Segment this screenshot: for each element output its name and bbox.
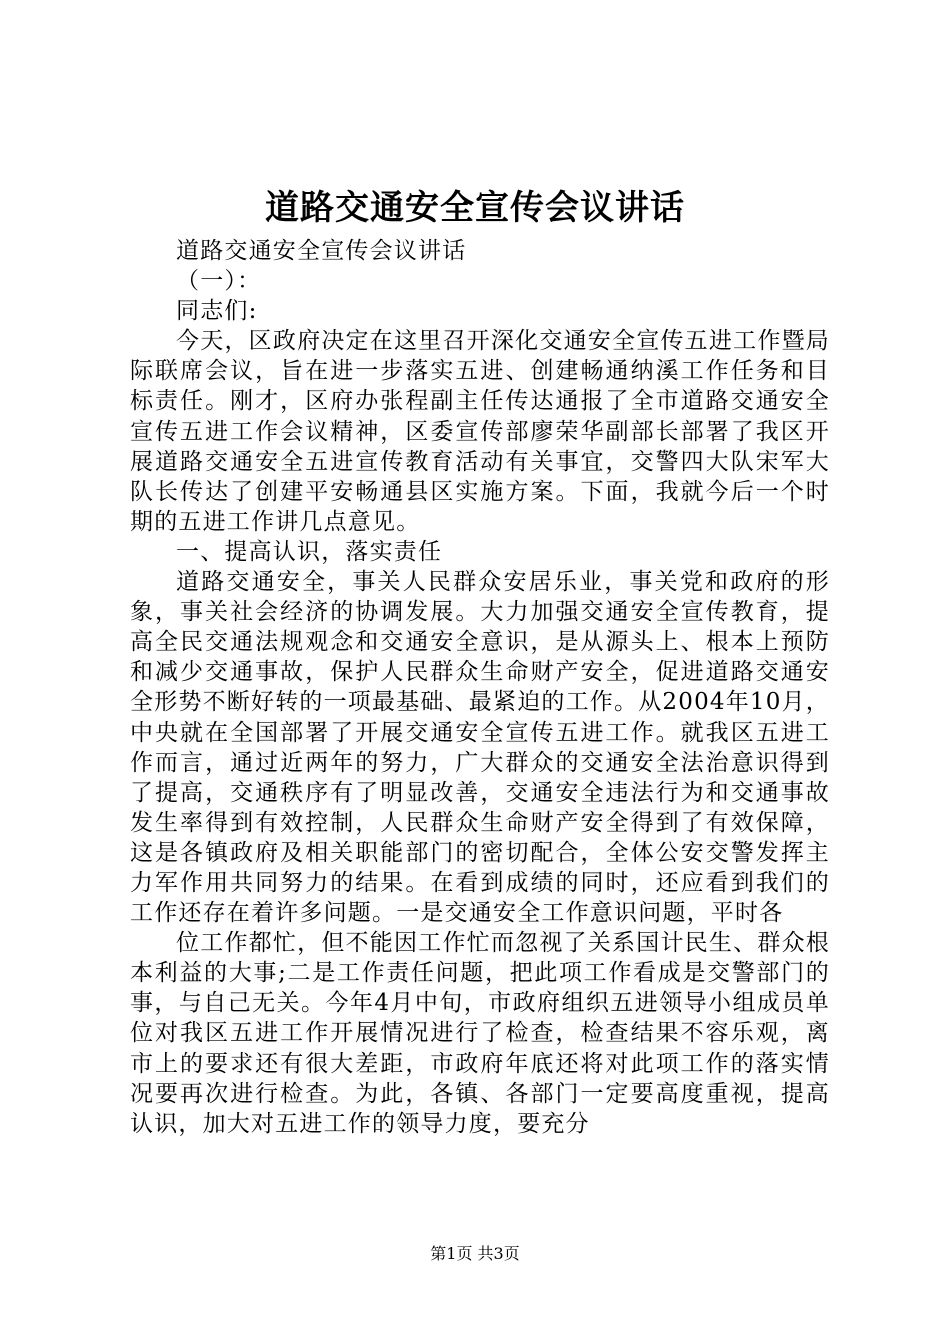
section-heading: 一、提高认识，落实责任 [176,538,443,565]
body-paragraph: 今天，区政府决定在这里召开深化交通安全宣传五进工作暨局际联席会议，旨在进一步落实五进、创建畅通纳溪工作任务和目标责任。刚才，区府办张程副主任传达通报了全市道路交通安全宣传五进工作会议精神，区委宣传部廖荣华副部长部署了我区开展道路交通安全五进宣传教育活动有关事宜，交警四大队宋军大队长传达了创建平安畅通县区实施方案。下面，我就今后一个时期的五进工作讲几点意见。 [130,328,830,535]
salutation: 同志们: [176,298,258,325]
page-footer: 第1页 共3页 [430,1244,520,1263]
body-paragraph: 位工作都忙，但不能因工作忙而忽视了关系国计民生、群众根本利益的大事;二是工作责任问题，把此项工作看成是交警部门的事，与自己无关。今年4月中旬，市政府组织五进领导小组成员单位对我区五进工作开展情况进行了检查，检查结果不容乐观，离市上的要求还有很大差距，市政府年底还将对此项工作的落实情况要再次进行检查。为此，各镇、各部门一定要高度重视，提高认识，加大对五进工作的领导力度，要充分 [130,930,830,1137]
body-paragraph: 道路交通安全，事关人民群众安居乐业，事关党和政府的形象，事关社会经济的协调发展。大力加强交通安全宣传教育，提高全民交通法规观念和交通安全意识，是从源头上、根本上预防和减少交通事故，保护人民群众生命财产安全，促进道路交通安全形势不断好转的一项最基础、最紧迫的工作。从2004年10月，中央就在全国部署了开展交通安全宣传五进工作。就我区五进工作而言，通过近两年的努力，广大群众的交通安全法治意识得到了提高，交通秩序有了明显改善，交通安全违法行为和交通事故发生率得到有效控制，人民群众生命财产安全得到了有效保障，这是各镇政府及相关职能部门的密切配合，全体公安交警发挥主力军作用共同努力的结果。在看到成绩的同时，还应看到我们的工作还存在着许多问题。一是交通安全工作意识问题，平时各 [130,569,830,927]
document-body [130,236,830,1139]
subtitle-paragraph: 道路交通安全宣传会议讲话 [176,238,467,264]
section-number: （一）： [176,268,262,295]
document-title: 道路交通安全宣传会议讲话 [265,188,685,228]
